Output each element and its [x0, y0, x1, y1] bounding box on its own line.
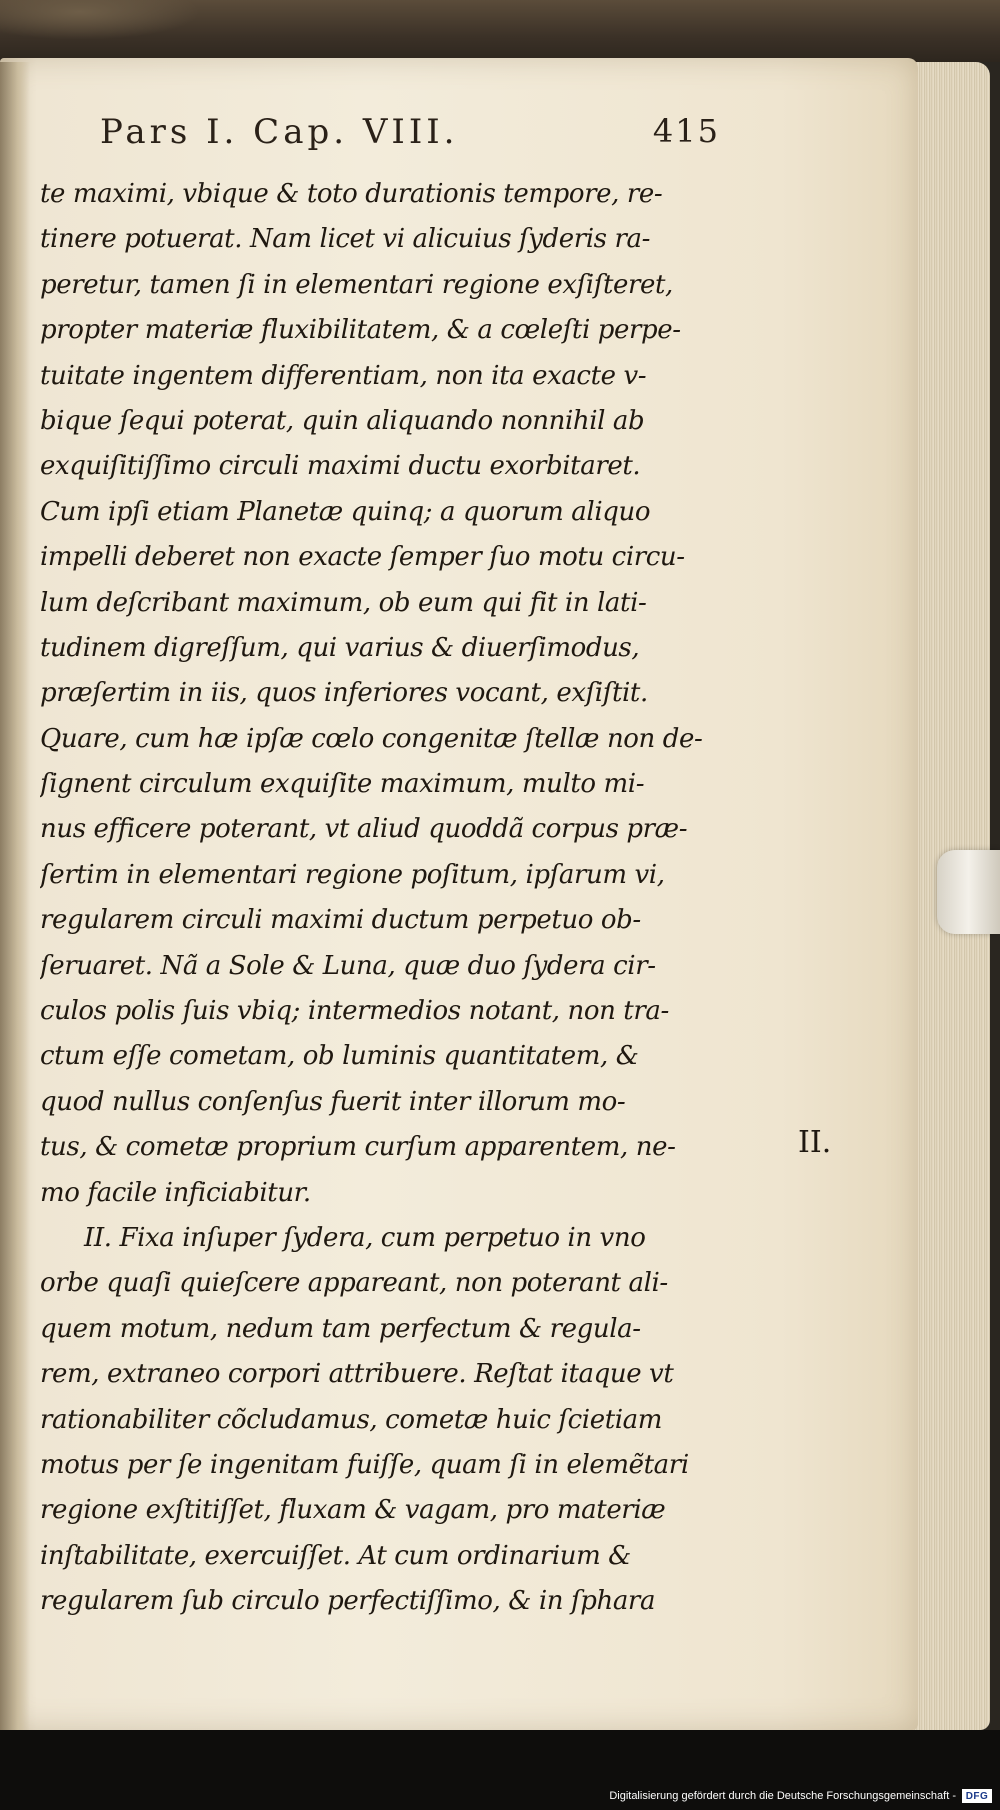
text-line: quod nullus conſenſus fuerit inter illorum mo- — [40, 1086, 626, 1117]
text-line: mo facile inficiabitur. — [40, 1177, 311, 1208]
page-number: 415 — [652, 112, 720, 150]
text-line: regione exſtitiſſet, fluxam & vagam, pro materiæ — [40, 1495, 666, 1526]
text-line: nus efficere poterant, vt aliud quoddã corpus præ- — [40, 814, 688, 845]
running-head: Pars I. Cap. VIII. — [100, 112, 459, 152]
text-line: ſignent circulum exquiſite maximum, multo mi- — [40, 769, 645, 800]
text-line: impelli deberet non exacte ſemper ſuo motu circu- — [40, 542, 685, 573]
text-line: regularem ſub circulo perfectiſſimo, & in ſphara — [40, 1586, 656, 1617]
text-line: orbe quaſi quieſcere appareant, non poterant ali- — [40, 1268, 668, 1299]
text-line: II. Fixa inſuper ſydera, cum perpetuo in vno — [84, 1222, 646, 1253]
footer-bar — [0, 1730, 1000, 1810]
body-text — [40, 172, 720, 1625]
binding-gutter — [0, 62, 30, 1730]
text-line: culos polis ſuis vbiq; intermedios notant, non tra- — [40, 996, 669, 1027]
text-line: inſtabilitate, exercuiſſet. At cum ordinarium & — [40, 1540, 631, 1571]
text-line: bique ſequi poterat, quin aliquando nonnihil ab — [40, 405, 645, 436]
page-header — [100, 112, 720, 164]
text-line: lum deſcribant maximum, ob eum qui fit in lati- — [40, 587, 647, 618]
dfg-logo: DFG — [962, 1789, 992, 1803]
text-line: rationabiliter cõcludamus, cometæ huic ſcietiam — [40, 1404, 663, 1435]
text-line: præſertim in iis, quos inferiores vocant, exſiſtit. — [40, 678, 648, 709]
text-line: Quare, cum hæ ipſæ cœlo congenitæ ſtellæ non de- — [40, 723, 703, 754]
credit-text: Digitalisierung gefördert durch die Deutsche Forschungsgemeinschaft - — [609, 1790, 956, 1802]
funding-credit — [609, 1786, 992, 1806]
text-line: quem motum, nedum tam perfectum & regula- — [40, 1313, 641, 1344]
text-line: exquiſitiſſimo circuli maximi ductu exorbitaret. — [40, 451, 641, 482]
text-line: te maximi, vbique & toto durationis tempore, re- — [40, 179, 663, 209]
text-line: ctum eſſe cometam, ob luminis quantitatem, & — [40, 1041, 639, 1072]
page-clip — [937, 850, 1000, 934]
text-line: propter materiæ fluxibilitatem, & a cœleſti perpe- — [40, 315, 681, 346]
text-line: motus per ſe ingenitam fuiſſe, quam ſi in elemẽtari — [40, 1449, 689, 1480]
text-line: tus, & cometæ proprium curſum apparentem, ne- — [40, 1132, 676, 1163]
text-line: tinere potuerat. Nam licet vi alicuius ſyderis ra- — [40, 224, 651, 255]
marginal-note: II. — [798, 1125, 832, 1160]
text-line: tuitate ingentem differentiam, non ita exacte v- — [40, 360, 647, 391]
text-line: tudinem digreſſum, qui varius & diuerſimodus, — [40, 632, 640, 663]
text-line: rem, extraneo corpori attribuere. Reſtat itaque vt — [40, 1359, 674, 1390]
text-line: ſeruaret. Nã a Sole & Luna, quæ duo ſydera cir- — [40, 950, 656, 981]
scanner-backdrop — [0, 0, 1000, 62]
text-line: peretur, tamen ſi in elementari regione exſiſteret, — [40, 269, 673, 300]
text-line: ſertim in elementari regione poſitum, ipſarum vi, — [40, 859, 665, 890]
text-line: Cum ipſi etiam Planetæ quinq; a quorum aliquo — [40, 496, 651, 527]
text-line: regularem circuli maximi ductum perpetuo ob- — [40, 905, 641, 936]
